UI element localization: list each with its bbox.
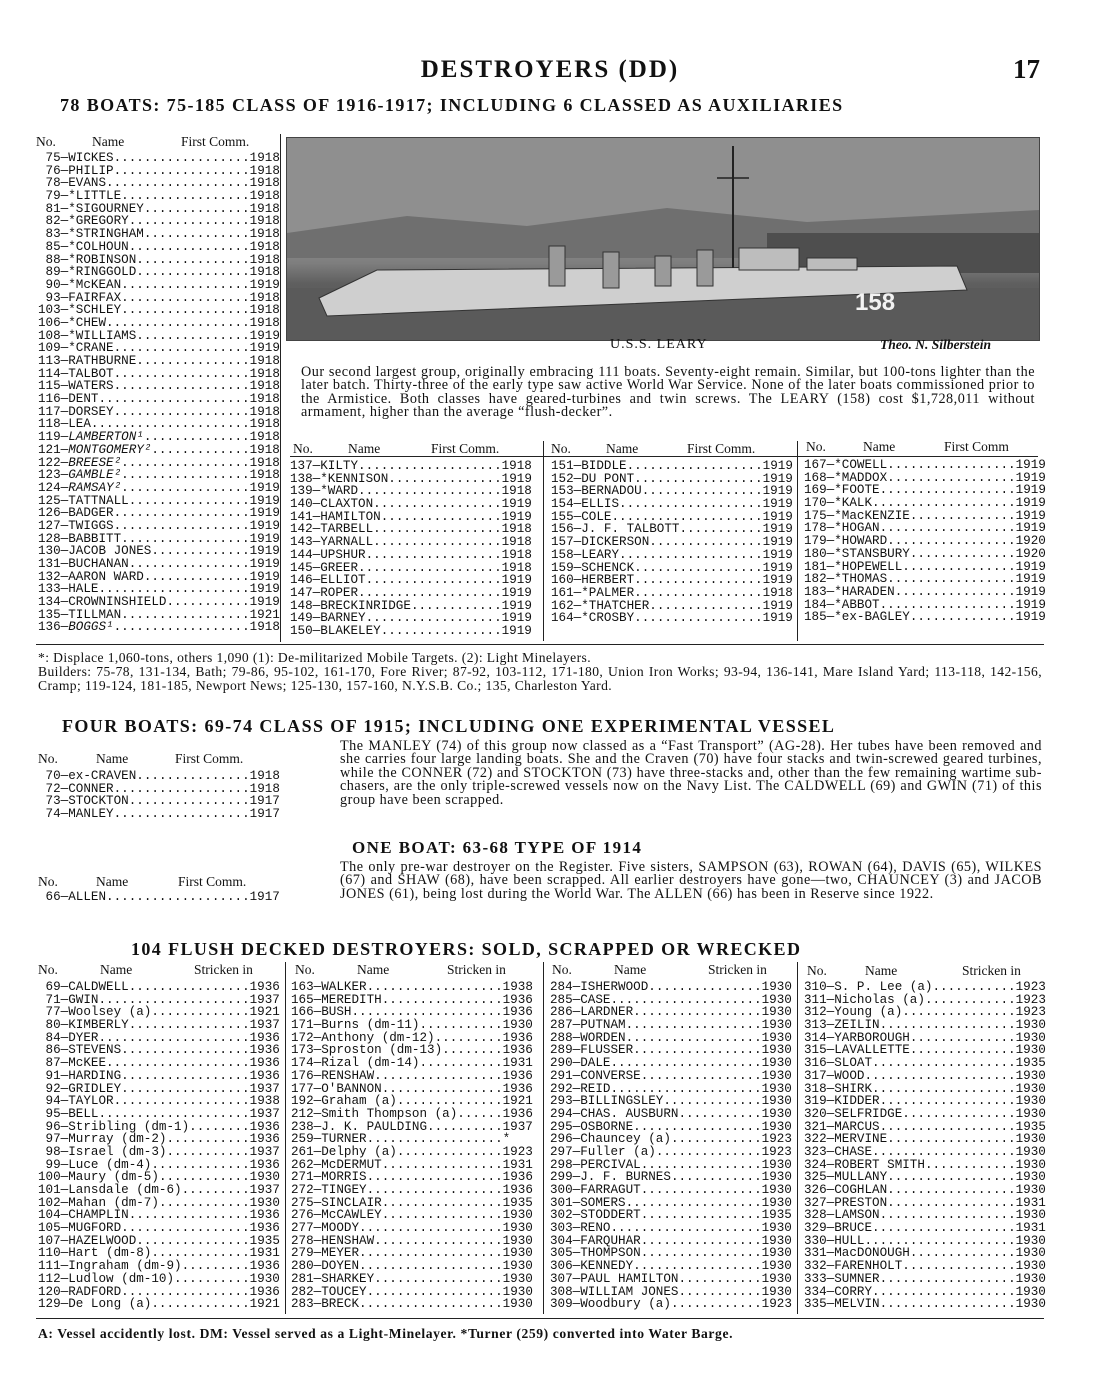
ship-list bbox=[551, 460, 793, 625]
svg-text:158: 158 bbox=[855, 289, 896, 316]
list-item: 71—GWIN....................1937 bbox=[38, 992, 280, 1007]
ship-list bbox=[291, 981, 533, 1311]
list-item: 125—TATTNALL................1919 bbox=[38, 493, 280, 508]
list-item: 321—MARCUS..................1935 bbox=[804, 1119, 1046, 1134]
list-item: 315—LAVALLETTE..............1930 bbox=[804, 1043, 1046, 1058]
list-item: 296—Chauncey (a)............1923 bbox=[550, 1132, 792, 1147]
list-item: 160—HERBERT.................1919 bbox=[551, 573, 793, 588]
list-item: 331—MacDONOUGH..............1930 bbox=[804, 1246, 1046, 1261]
list-item: 131—BUCHANAN................1919 bbox=[38, 557, 280, 571]
list-header: No. Name First Comm. bbox=[38, 874, 247, 889]
list-item: 129—De Long (a).............1921 bbox=[38, 1297, 280, 1312]
list-item: 143—YARNALL.................1918 bbox=[290, 535, 532, 550]
list-item: 320—SELFRIDGE...............1930 bbox=[804, 1106, 1046, 1121]
list-item: 328—LAMSON..................1930 bbox=[804, 1208, 1046, 1223]
list-item: 159—SCHENCK.................1919 bbox=[551, 560, 793, 575]
list-item: 184—*ABBOT..................1919 bbox=[804, 597, 1046, 612]
list-item: 114—TALBOT..................1918 bbox=[38, 366, 280, 381]
list-item: 85—*COLHOUN................1918 bbox=[38, 239, 280, 254]
list-item: 288—WORDEN..................1930 bbox=[550, 1030, 792, 1045]
list-item: 154—ELLIS...................1919 bbox=[551, 497, 793, 512]
list-item: 178—*HOGAN..................1919 bbox=[804, 521, 1046, 536]
list-item: 152—DU PONT.................1919 bbox=[551, 471, 793, 486]
list-item: 123—GAMBLE².................1918 bbox=[38, 468, 280, 483]
column-divider bbox=[797, 962, 798, 1314]
ship-list bbox=[38, 152, 280, 634]
list-header: No. Name First Comm. bbox=[293, 441, 500, 456]
list-item: 165—MEREDITH................1936 bbox=[291, 992, 533, 1007]
list-item: 323—CHASE...................1930 bbox=[804, 1144, 1046, 1159]
photo-credit: Theo. N. Silberstein bbox=[880, 337, 992, 352]
list-item: 327—PRESTON.................1931 bbox=[804, 1195, 1046, 1210]
list-item: 99—Luce (dm-4).............1936 bbox=[38, 1157, 280, 1172]
list-item: 174—Rizal (dm-14)...........1931 bbox=[291, 1056, 533, 1071]
list-item: 149—BARNEY..................1919 bbox=[290, 611, 532, 626]
list-item: 132—AARON WARD..............1919 bbox=[38, 569, 280, 584]
section-rule bbox=[36, 1318, 1044, 1319]
list-item: 89—*RINGGOLD...............1918 bbox=[38, 265, 280, 280]
list-item: 136—BOGGS¹..................1918 bbox=[38, 620, 280, 635]
list-item: 162—*THATCHER...............1919 bbox=[551, 598, 793, 613]
list-item: 183—*HARADEN................1919 bbox=[804, 584, 1046, 599]
list-item: 299—J. F. BURNES............1930 bbox=[550, 1170, 792, 1185]
section-rule bbox=[36, 644, 1044, 645]
list-item: 78—EVANS...................1918 bbox=[38, 176, 280, 191]
list-item: 285—CASE....................1930 bbox=[550, 992, 792, 1007]
list-item: 83—*STRINGHAM..............1918 bbox=[38, 227, 280, 242]
list-header: No. Name First Comm. bbox=[38, 751, 244, 766]
ship-list bbox=[38, 891, 280, 904]
list-item: 168—*MADDOX.................1919 bbox=[804, 470, 1046, 485]
list-item: 69—CALDWELL................1936 bbox=[38, 980, 280, 994]
list-item: 103—*SCHLEY.................1918 bbox=[38, 303, 280, 318]
list-item: 113—RATHBURNE...............1918 bbox=[38, 354, 280, 368]
list-item: 96—Stribling (dm-1)........1936 bbox=[38, 1119, 280, 1134]
list-item: 324—ROBERT SMITH............1930 bbox=[804, 1157, 1046, 1172]
section-heading-four-boats: FOUR BOATS: 69-74 CLASS OF 1915; INCLUDING ONE EXPERIMENTAL VESSEL bbox=[62, 716, 836, 736]
list-item: 310—S. P. Lee (a)...........1923 bbox=[804, 980, 1046, 994]
list-item: 182—*THOMAS.................1919 bbox=[804, 572, 1046, 587]
page-number: 17 bbox=[1013, 54, 1040, 84]
list-item: 318—SHIRK...................1930 bbox=[804, 1081, 1046, 1096]
list-item: 109—*CRANE..................1919 bbox=[38, 341, 280, 356]
column-divider bbox=[280, 134, 281, 642]
list-item: 334—CORRY...................1930 bbox=[804, 1284, 1046, 1299]
list-item: 121—MONTGOMERY².............1918 bbox=[38, 442, 280, 457]
list-item: 128—BABBITT.................1919 bbox=[38, 531, 280, 546]
list-item: 329—BRUCE...................1931 bbox=[804, 1221, 1046, 1236]
list-item: 150—BLAKELEY................1919 bbox=[290, 623, 532, 638]
list-item: 76—PHILIP..................1918 bbox=[38, 163, 280, 178]
list-item: 259—TURNER..................* bbox=[291, 1132, 511, 1147]
class-description: The MANLEY (74) of this group now classed as a “Fast Transport” (AG-28). Her tubes have been removed and she carries four large landing boats. She and the Craven (70) have four stacks and twin-screwed geared turbines, while the CONNER (72) and STOCKTON (73) have three-stacks and, other than the few remaining wartime sub-chasers, are the only triple-screwed vessels now on the Navy List. The CALDWELL (69) and GWIN (71) of this group have been scrapped. bbox=[340, 738, 1042, 808]
class-description: The only pre-war destroyer on the Register. Five sisters, SAMPSON (63), ROWAN (64), DAVIS (65), WILKES (67) and SHAW (68), have been scrapped. All earlier destroyers have gone—two, CHAUNCEY (3) and JACOB JONES (61), being lost during the World War. The ALLEN (66) has been in Reserve since 1922. bbox=[340, 859, 1042, 902]
list-item: 127—TWIGGS..................1919 bbox=[38, 518, 280, 533]
list-item: 105—MUGFORD.................1936 bbox=[38, 1221, 280, 1236]
list-item: 101—Lansdale (dm-6).........1937 bbox=[38, 1183, 280, 1197]
list-item: 167—*COWELL.................1919 bbox=[804, 458, 1046, 472]
list-item: 311—Nicholas (a)............1923 bbox=[804, 992, 1046, 1007]
list-item: 272—TINGEY..................1936 bbox=[291, 1183, 533, 1197]
ship-list bbox=[38, 981, 280, 1311]
list-item: 124—RAMSAY².................1919 bbox=[38, 480, 280, 495]
list-item: 84—DYER....................1936 bbox=[38, 1030, 280, 1045]
list-item: 77—Woolsey (a).............1921 bbox=[38, 1005, 280, 1020]
list-item: 173—Sproston (dm-13)........1936 bbox=[291, 1043, 533, 1058]
list-item: 304—FARQUHAR................1930 bbox=[550, 1233, 792, 1248]
list-item: 104—CHAMPLIN................1936 bbox=[38, 1208, 280, 1223]
list-item: 293—BILLINGSLEY.............1930 bbox=[550, 1094, 792, 1109]
list-item: 278—HENSHAW.................1930 bbox=[291, 1233, 533, 1248]
section-heading-flush-decked: 104 FLUSH DECKED DESTROYERS: SOLD, SCRAPPED OR WRECKED bbox=[131, 939, 802, 959]
section-heading-one-boat: ONE BOAT: 63-68 TYPE OF 1914 bbox=[352, 838, 643, 857]
ship-photo bbox=[286, 137, 1040, 341]
list-item: 102—Mahan (dm-7)............1930 bbox=[38, 1195, 280, 1210]
list-item: 309—Woodbury (a)............1923 bbox=[550, 1297, 792, 1312]
section-heading-78-boats: 78 BOATS: 75-185 CLASS OF 1916-1917; INCLUDING 6 CLASSED AS AUXILIARIES bbox=[60, 95, 844, 115]
list-item: 141—HAMILTON................1919 bbox=[290, 509, 532, 524]
list-item: 212—Smith Thompson (a)......1936 bbox=[291, 1106, 533, 1121]
list-item: 238—J. K. PAULDING..........1937 bbox=[291, 1119, 533, 1134]
list-item: 137—KILTY...................1918 bbox=[290, 459, 532, 473]
list-item: 148—BRECKINRIDGE............1919 bbox=[290, 598, 532, 613]
ship-list bbox=[804, 981, 1046, 1311]
list-item: 177—O'BANNON................1936 bbox=[291, 1081, 533, 1096]
list-item: 289—FLUSSER.................1930 bbox=[550, 1043, 792, 1058]
list-item: 91—HARDING.................1936 bbox=[38, 1068, 280, 1083]
list-item: 92—GRIDLEY.................1937 bbox=[38, 1081, 280, 1096]
list-item: 164—*CROSBY.................1919 bbox=[551, 611, 793, 626]
list-item: 305—THOMPSON................1930 bbox=[550, 1246, 792, 1261]
photo-caption: U.S.S. LEARY bbox=[610, 337, 708, 352]
list-item: 82—*GREGORY................1918 bbox=[38, 214, 280, 229]
list-item: 157—DICKERSON...............1919 bbox=[551, 535, 793, 550]
list-item: 98—Israel (dm-3)...........1937 bbox=[38, 1144, 280, 1159]
list-item: 163—WALKER..................1938 bbox=[291, 980, 533, 994]
list-item: 307—PAUL HAMILTON...........1930 bbox=[550, 1271, 792, 1286]
builders-note: Builders: 75-78, 131-134, Bath; 79-86, 95-102, 161-170, Fore River; 87-92, 103-112, 171-180, Union Iron Works; 93-94, 136-141, Mare Island Yard; 113-118, 142-156, Cramp; 119-124, 181-185, Newport News; 125-130, 157-160, N.Y.S.B. Co.; 135, Charleston Yard. bbox=[38, 664, 1042, 694]
list-item: 283—BRECK...................1930 bbox=[291, 1297, 533, 1312]
ship-list bbox=[804, 459, 1046, 624]
list-header: No. Name Stricken in bbox=[552, 962, 767, 977]
list-item: 95—BELL....................1937 bbox=[38, 1106, 280, 1121]
list-item: 79—*LITTLE.................1918 bbox=[38, 189, 280, 204]
list-item: 316—SLOAT...................1935 bbox=[804, 1056, 1046, 1071]
list-item: 319—KIDDER..................1930 bbox=[804, 1094, 1046, 1109]
list-item: 100—Maury (dm-5)............1930 bbox=[38, 1170, 280, 1185]
list-item: 322—MERVINE.................1930 bbox=[804, 1132, 1046, 1147]
list-item: 261—Delphy (a)..............1923 bbox=[291, 1144, 533, 1159]
list-item: 108—*WILLIAMS...............1919 bbox=[38, 328, 280, 343]
list-item: 314—YARBOROUGH..............1930 bbox=[804, 1030, 1046, 1045]
list-item: 88—*ROBINSON...............1918 bbox=[38, 252, 280, 267]
list-item: 86—STEVENS.................1936 bbox=[38, 1043, 280, 1058]
ship-list bbox=[550, 981, 792, 1311]
column-divider bbox=[543, 962, 544, 1314]
list-item: 94—TAYLOR..................1938 bbox=[38, 1094, 280, 1109]
list-item: 140—CLAXTON.................1919 bbox=[290, 497, 532, 512]
list-item: 333—SUMNER..................1930 bbox=[804, 1271, 1046, 1286]
list-item: 179—*HOWARD.................1920 bbox=[804, 534, 1046, 549]
list-item: 120—RADFORD.................1936 bbox=[38, 1284, 280, 1299]
list-item: 280—DOYEN...................1930 bbox=[291, 1259, 533, 1274]
list-item: 172—Anthony (dm-12).........1936 bbox=[291, 1030, 533, 1045]
list-item: 166—BUSH....................1936 bbox=[291, 1005, 533, 1020]
footer-note: A: Vessel accidently lost. DM: Vessel served as a Light-Minelayer. *Turner (259) converted into Water Barge. bbox=[38, 1326, 734, 1341]
list-item: 170—*KALK...................1919 bbox=[804, 496, 1046, 511]
list-item: 332—FARENHOLT...............1930 bbox=[804, 1259, 1046, 1274]
list-item: 313—ZEILIN..................1930 bbox=[804, 1018, 1046, 1033]
list-item: 277—MOODY...................1930 bbox=[291, 1221, 533, 1236]
list-item: 308—WILLIAM JONES...........1930 bbox=[550, 1284, 792, 1299]
list-item: 185—*ex-BAGLEY..............1919 bbox=[804, 610, 1046, 625]
list-item: 176—RENSHAW.................1936 bbox=[291, 1068, 533, 1083]
list-item: 294—CHAS. AUSBURN...........1930 bbox=[550, 1106, 792, 1121]
list-item: 146—ELLIOT..................1919 bbox=[290, 573, 532, 588]
list-item: 295—OSBORNE.................1930 bbox=[550, 1119, 792, 1134]
list-item: 326—COGHLAN.................1930 bbox=[804, 1183, 1046, 1197]
list-item: 142—TARBELL.................1918 bbox=[290, 522, 532, 537]
list-item: 75—WICKES..................1918 bbox=[38, 151, 280, 165]
list-item: 281—SHARKEY.................1930 bbox=[291, 1271, 533, 1286]
ship-list bbox=[38, 770, 280, 821]
list-item: 286—LARDNER.................1930 bbox=[550, 1005, 792, 1020]
list-item: 275—SINCLAIR................1935 bbox=[291, 1195, 533, 1210]
list-header: No. Name Stricken in bbox=[38, 962, 253, 977]
list-item: 303—RENO....................1930 bbox=[550, 1221, 792, 1236]
list-item: 87—McKEE...................1936 bbox=[38, 1056, 280, 1071]
list-item: 107—HAZELWOOD...............1935 bbox=[38, 1233, 280, 1248]
list-item: 145—GREER...................1918 bbox=[290, 560, 532, 575]
list-item: 330—HULL....................1930 bbox=[804, 1233, 1046, 1248]
class-description: Our second largest group, originally embracing 111 boats. Seventy-eight remain. Similar, but 100-tons lighter than the later batch. Thirty-three of the early type saw active World War Service. None of the later boats commissioned prior to the Armistice. Both classes have geared-turbines and twin screws. The LEARY (158) cost $1,728,011 without armament, higher than the average “flush-decker”. bbox=[301, 364, 1035, 421]
list-item: 300—FARRAGUT................1930 bbox=[550, 1183, 792, 1197]
list-item: 147—ROPER...................1919 bbox=[290, 585, 532, 600]
list-item: 70—ex-CRAVEN...............1918 bbox=[38, 769, 280, 783]
list-header: No. Name First Comm bbox=[806, 439, 1009, 454]
list-item: 80—KIMBERLY................1937 bbox=[38, 1018, 280, 1033]
list-item: 144—UPSHUR..................1918 bbox=[290, 547, 532, 562]
list-item: 106—*CHEW...................1918 bbox=[38, 315, 280, 330]
list-item: 292—REID....................1930 bbox=[550, 1081, 792, 1096]
list-item: 192—Graham (a)..............1921 bbox=[291, 1094, 533, 1109]
list-item: 134—CROWNINSHIELD...........1919 bbox=[38, 595, 280, 610]
list-item: 282—TOUCEY..................1930 bbox=[291, 1284, 533, 1299]
list-item: 153—BERNADOU................1919 bbox=[551, 484, 793, 499]
list-header: No. Name Stricken in bbox=[807, 963, 1021, 978]
list-item: 306—KENNEDY.................1930 bbox=[550, 1259, 792, 1274]
list-item: 287—PUTNAM..................1930 bbox=[550, 1018, 792, 1033]
list-item: 279—MEYER...................1930 bbox=[291, 1246, 533, 1261]
list-item: 126—BADGER..................1919 bbox=[38, 506, 280, 521]
list-item: 72—CONNER..................1918 bbox=[38, 781, 280, 796]
list-item: 301—SOMERS..................1930 bbox=[550, 1195, 792, 1210]
list-item: 90—*McKEAN.................1919 bbox=[38, 277, 280, 292]
list-item: 335—MELVIN..................1930 bbox=[804, 1297, 1046, 1312]
list-item: 133—HALE....................1919 bbox=[38, 582, 280, 597]
list-item: 116—DENT....................1918 bbox=[38, 392, 280, 407]
list-item: 112—Ludlow (dm-10)..........1930 bbox=[38, 1271, 280, 1286]
list-item: 302—STODDERT................1935 bbox=[550, 1208, 792, 1223]
list-item: 175—*MacKENZIE..............1919 bbox=[804, 508, 1046, 523]
table-rule bbox=[290, 456, 1038, 457]
list-item: 171—Burns (dm-11)...........1930 bbox=[291, 1018, 533, 1033]
list-item: 181—*HOPEWELL...............1919 bbox=[804, 559, 1046, 574]
list-item: 111—Ingraham (dm-9).........1936 bbox=[38, 1259, 280, 1274]
footnote-displacement: *: Displace 1,060-tons, others 1,090 (1): De-militarized Mobile Targets. (2): Light Minelayers. bbox=[38, 650, 591, 665]
list-item: 298—PERCIVAL................1930 bbox=[550, 1157, 792, 1172]
list-item: 180—*STANSBURY..............1920 bbox=[804, 546, 1046, 561]
list-item: 117—DORSEY..................1918 bbox=[38, 404, 280, 419]
list-item: 169—*FOOTE..................1919 bbox=[804, 483, 1046, 498]
list-item: 262—McDERMUT................1931 bbox=[291, 1157, 533, 1172]
list-item: 276—McCAWLEY................1930 bbox=[291, 1208, 533, 1223]
list-item: 161—*PALMER.................1918 bbox=[551, 585, 793, 600]
list-item: 66—ALLEN...................1917 bbox=[38, 890, 280, 904]
list-item: 74—MANLEY..................1917 bbox=[38, 807, 280, 822]
list-item: 271—MORRIS..................1936 bbox=[291, 1170, 533, 1185]
column-divider bbox=[285, 962, 286, 1314]
list-item: 151—BIDDLE..................1919 bbox=[551, 459, 793, 473]
list-header: No. Name Stricken in bbox=[295, 962, 506, 977]
list-header: No. Name First Comm. bbox=[551, 441, 756, 456]
list-item: 139—*WARD...................1918 bbox=[290, 484, 532, 499]
list-item: 118—LEA.....................1918 bbox=[38, 417, 280, 432]
list-item: 97—Murray (dm-2)...........1936 bbox=[38, 1132, 280, 1147]
page-title: DESTROYERS (DD) bbox=[420, 56, 680, 83]
list-item: 81—*SIGOURNEY..............1918 bbox=[38, 201, 280, 216]
list-item: 312—Young (a)...............1923 bbox=[804, 1005, 1046, 1020]
list-item: 317—WOOD....................1930 bbox=[804, 1068, 1046, 1083]
list-item: 156—J. F. TALBOTT...........1919 bbox=[551, 522, 793, 537]
list-item: 73—STOCKTON................1917 bbox=[38, 794, 280, 809]
list-item: 138—*KENNISON...............1919 bbox=[290, 471, 532, 486]
list-item: 130—JACOB JONES.............1919 bbox=[38, 544, 280, 559]
list-item: 284—ISHERWOOD...............1930 bbox=[550, 980, 792, 994]
list-item: 135—TILLMAN.................1921 bbox=[38, 607, 280, 622]
list-item: 155—COLE....................1919 bbox=[551, 509, 793, 524]
ship-list bbox=[290, 460, 532, 638]
list-item: 119—LAMBERTON¹..............1918 bbox=[38, 430, 280, 445]
list-item: 297—Fuller (a)..............1923 bbox=[550, 1144, 792, 1159]
list-item: 93—FAIRFAX.................1918 bbox=[38, 290, 280, 305]
list-item: 158—LEARY...................1919 bbox=[551, 547, 793, 562]
list-item: 290—DALE....................1930 bbox=[550, 1056, 792, 1071]
list-item: 122—BREESE².................1918 bbox=[38, 455, 280, 470]
column-divider bbox=[543, 441, 544, 641]
list-item: 291—CONVERSE................1930 bbox=[550, 1068, 792, 1083]
list-header: No. Name First Comm. bbox=[36, 134, 250, 149]
list-item: 325—MULLANY.................1930 bbox=[804, 1170, 1046, 1185]
list-item: 115—WATERS..................1918 bbox=[38, 379, 280, 394]
list-item: 110—Hart (dm-8).............1931 bbox=[38, 1246, 280, 1261]
column-divider bbox=[797, 441, 798, 641]
